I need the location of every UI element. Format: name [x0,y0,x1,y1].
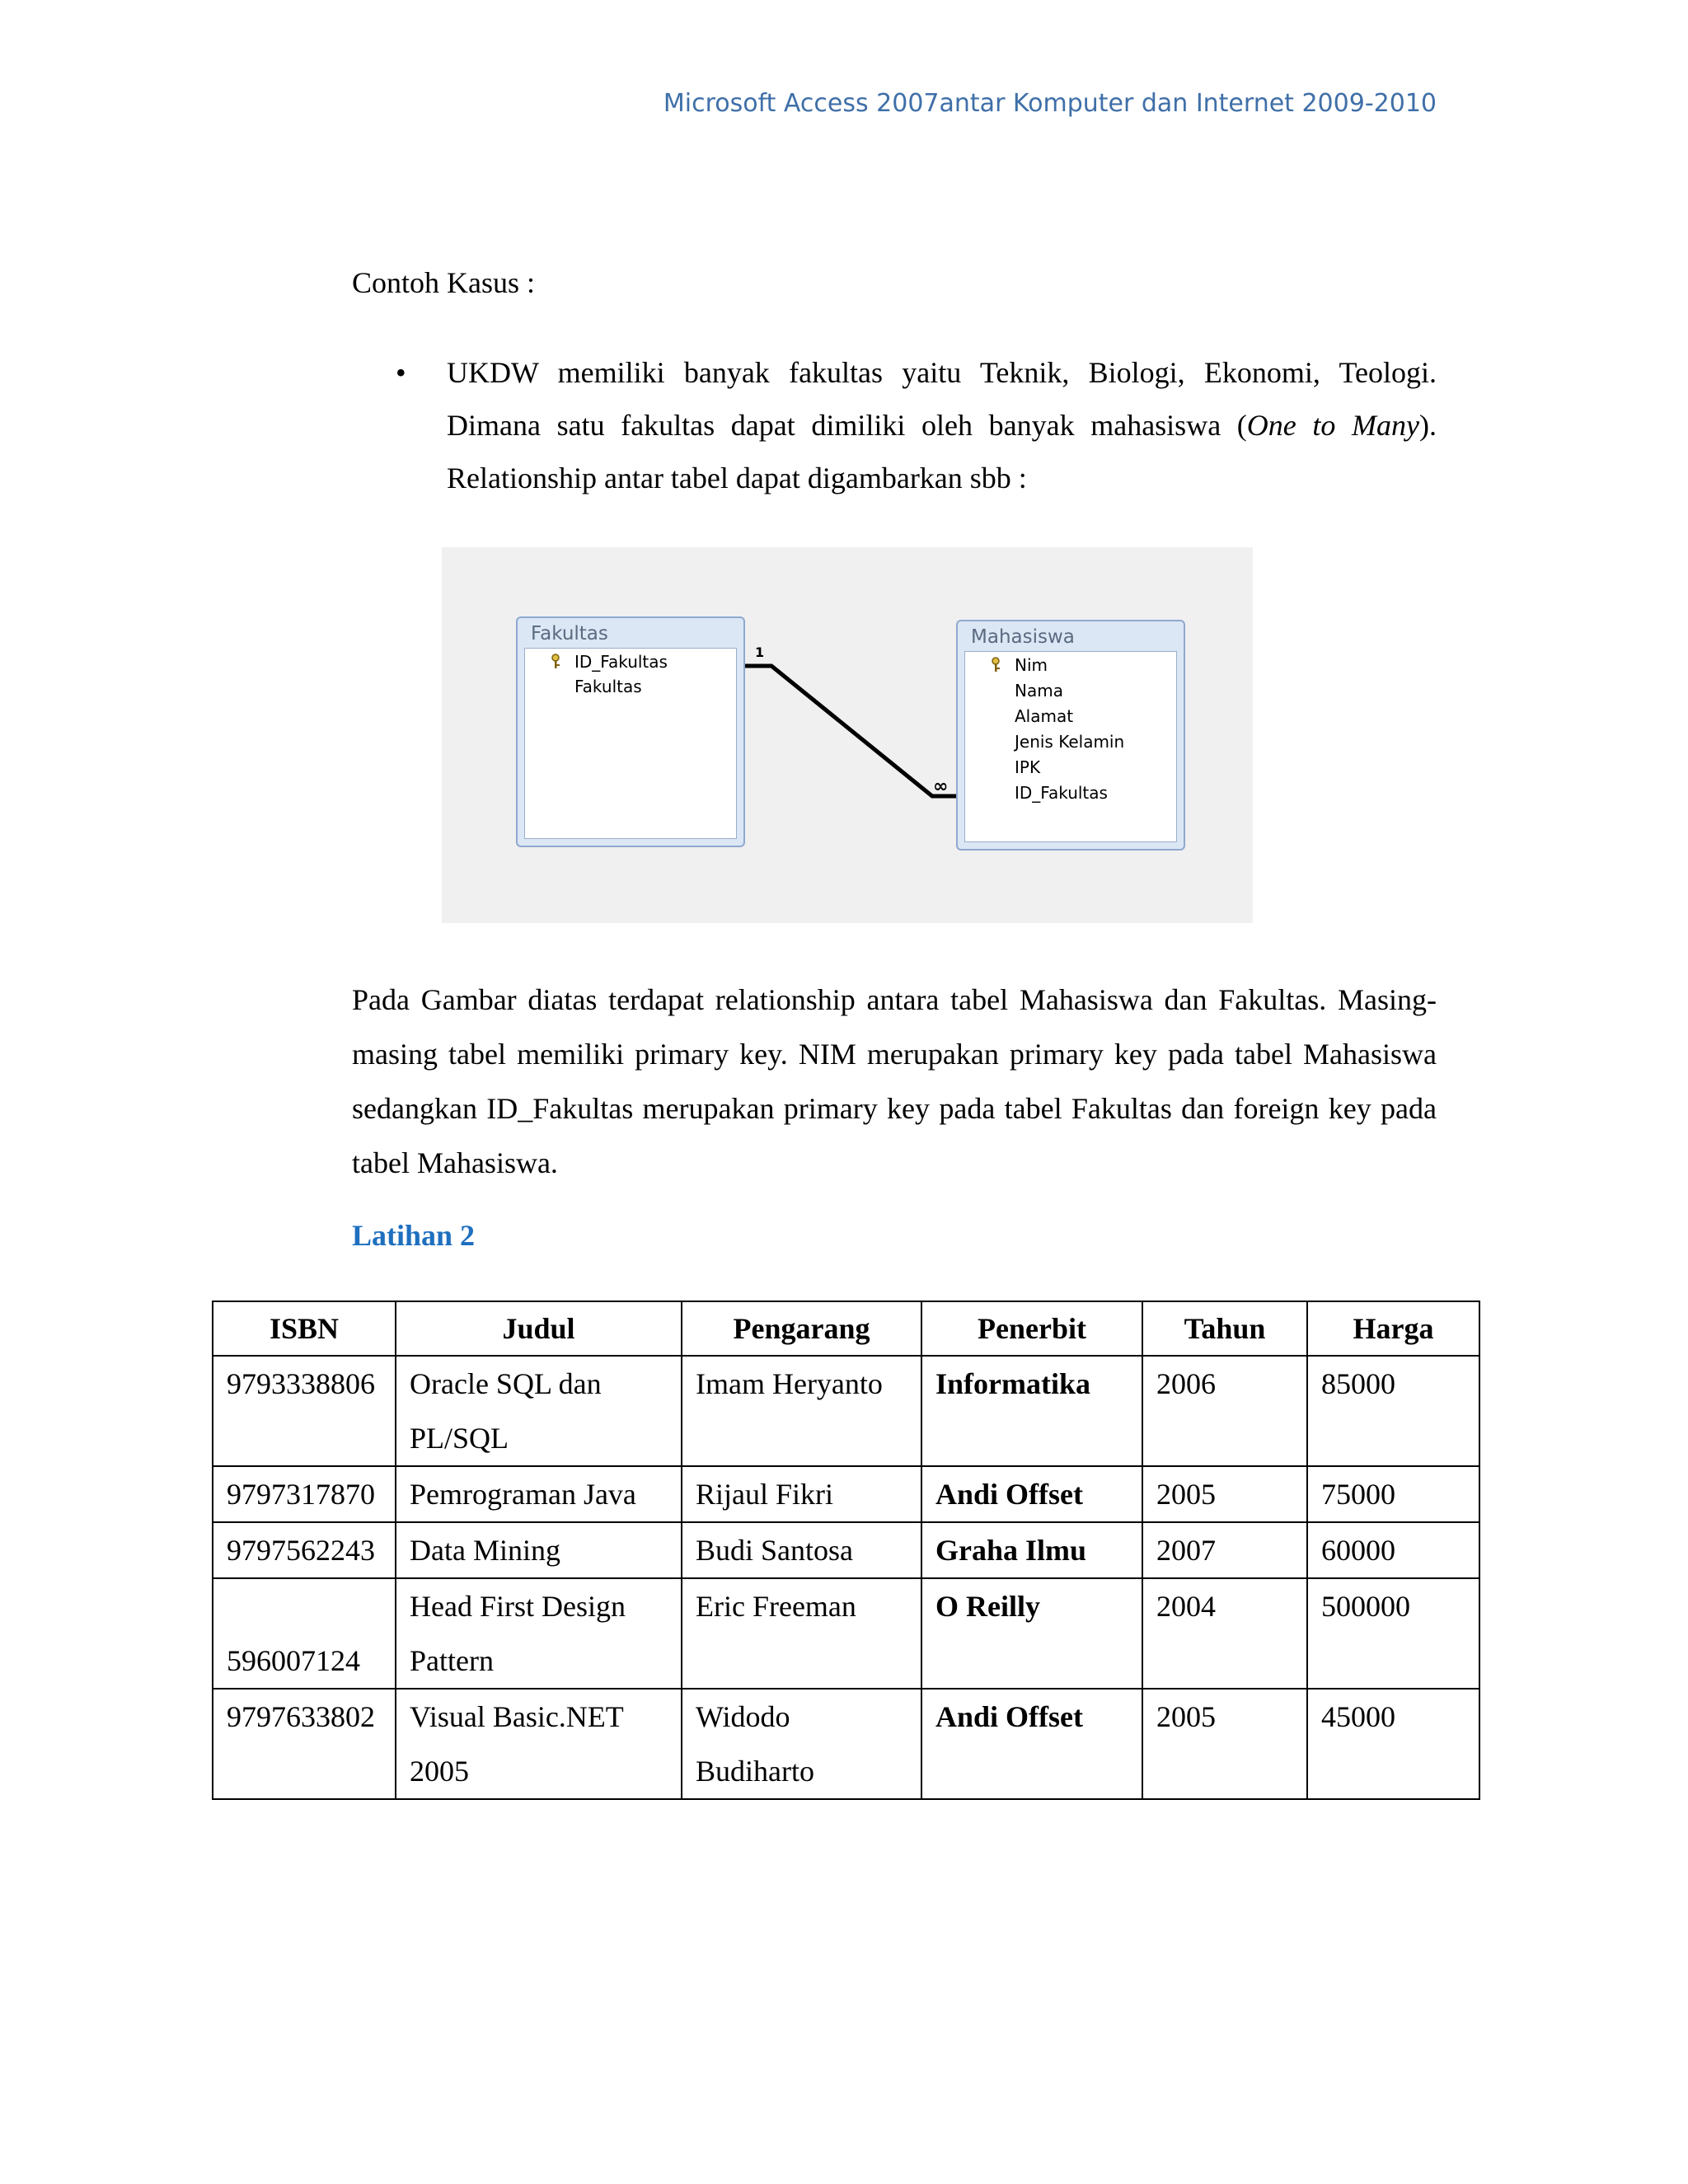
table-row [213,1356,1479,1466]
cell-pengarang: Imam Heryanto [682,1356,921,1466]
bullet-text-after: ). Relationship antar tabel dapat digambarkan sbb : [447,409,1437,494]
cell-harga: 75000 [1307,1466,1479,1522]
column-header-tahun: Tahun [1142,1301,1307,1356]
cell-judul: Data Mining [396,1522,682,1578]
column-header-pengarang: Pengarang [682,1301,921,1356]
relationship-diagram [442,547,1253,923]
relationship-many-label: ∞ [933,776,949,797]
section-label: Contoh Kasus : [352,266,536,299]
field-id-fakultas: ID_Fakultas [1015,783,1108,803]
cell-harga: 45000 [1307,1689,1479,1799]
cell-penerbit: O Reilly [921,1578,1142,1689]
cell-judul: Head First Design Pattern [396,1578,682,1689]
cell-harga: 500000 [1307,1578,1479,1689]
table-window-mahasiswa[interactable] [956,620,1185,851]
field-ipk: IPK [1015,757,1041,777]
cell-judul: Oracle SQL dan PL/SQL [396,1356,682,1466]
field-nama: Nama [1015,681,1063,701]
cell-tahun: 2007 [1142,1522,1307,1578]
column-header-judul: Judul [396,1301,682,1356]
cell-penerbit: Andi Offset [921,1466,1142,1522]
exercise-title: Latihan 2 [352,1219,476,1252]
bullet-text [447,346,1437,504]
cell-harga: 85000 [1307,1356,1479,1466]
cell-tahun: 2006 [1142,1356,1307,1466]
field-nim: Nim [1015,655,1048,675]
table-title-fakultas: Fakultas [531,623,608,644]
cell-harga: 60000 [1307,1522,1479,1578]
bullet-emphasis: One to Many [1246,409,1419,442]
cell-tahun: 2005 [1142,1689,1307,1799]
field-alamat: Alamat [1015,706,1074,726]
cell-penerbit: Andi Offset [921,1689,1142,1799]
explanation-paragraph: Pada Gambar diatas terdapat relationship antara tabel Mahasiswa dan Fakultas. Masing-masing tabel memiliki primary key. NIM merupakan primary key pada tabel Mahasiswa sedangkan ID_Fakultas merupakan primary key pada tabel Fakultas dan foreign key pada tabel Mahasiswa. [352,983,1437,1179]
cell-pengarang: Widodo Budiharto [682,1689,921,1799]
field-id-fakultas: ID_Fakultas [574,652,668,672]
cell-judul: Visual Basic.NET 2005 [396,1689,682,1799]
table-row [213,1522,1479,1578]
cell-pengarang: Eric Freeman [682,1578,921,1689]
cell-tahun: 2005 [1142,1466,1307,1522]
cell-pengarang: Rijaul Fikri [682,1466,921,1522]
column-header-penerbit: Penerbit [921,1301,1142,1356]
cell-penerbit: Informatika [921,1356,1142,1466]
relationship-one-label: 1 [755,644,765,660]
books-table [212,1301,1480,1800]
table-field-list [524,648,737,839]
table-title-mahasiswa: Mahasiswa [971,626,1075,648]
column-header-isbn: ISBN [213,1301,396,1356]
table-field-list [964,651,1177,842]
cell-isbn: 9797317870 [213,1466,396,1522]
table-header-row [213,1301,1479,1356]
primary-key-icon [990,657,1001,673]
cell-judul: Pemrograman Java [396,1466,682,1522]
bullet-icon: • [396,356,406,389]
cell-pengarang: Budi Santosa [682,1522,921,1578]
cell-isbn: 9793338806 [213,1356,396,1466]
table-window-fakultas[interactable] [516,616,745,847]
cell-isbn: 9797562243 [213,1522,396,1578]
cell-penerbit: Graha Ilmu [921,1522,1142,1578]
cell-tahun: 2004 [1142,1578,1307,1689]
cell-isbn: 9797633802 [213,1689,396,1799]
table-row [213,1466,1479,1522]
table-row [213,1578,1479,1689]
page-header: Microsoft Access 2007antar Komputer dan Internet 2009-2010 [663,89,1437,118]
bullet-text-before: UKDW memiliki banyak fakultas yaitu Teknik, Biologi, Ekonomi, Teologi. Dimana satu fakultas dapat dimiliki oleh banyak mahasiswa ( [447,356,1437,442]
column-header-harga: Harga [1307,1301,1479,1356]
cell-isbn: 596007124 [213,1578,396,1689]
table-row [213,1689,1479,1799]
field-jenis-kelamin: Jenis Kelamin [1015,732,1125,752]
field-fakultas: Fakultas [574,677,642,696]
primary-key-icon [550,654,561,670]
